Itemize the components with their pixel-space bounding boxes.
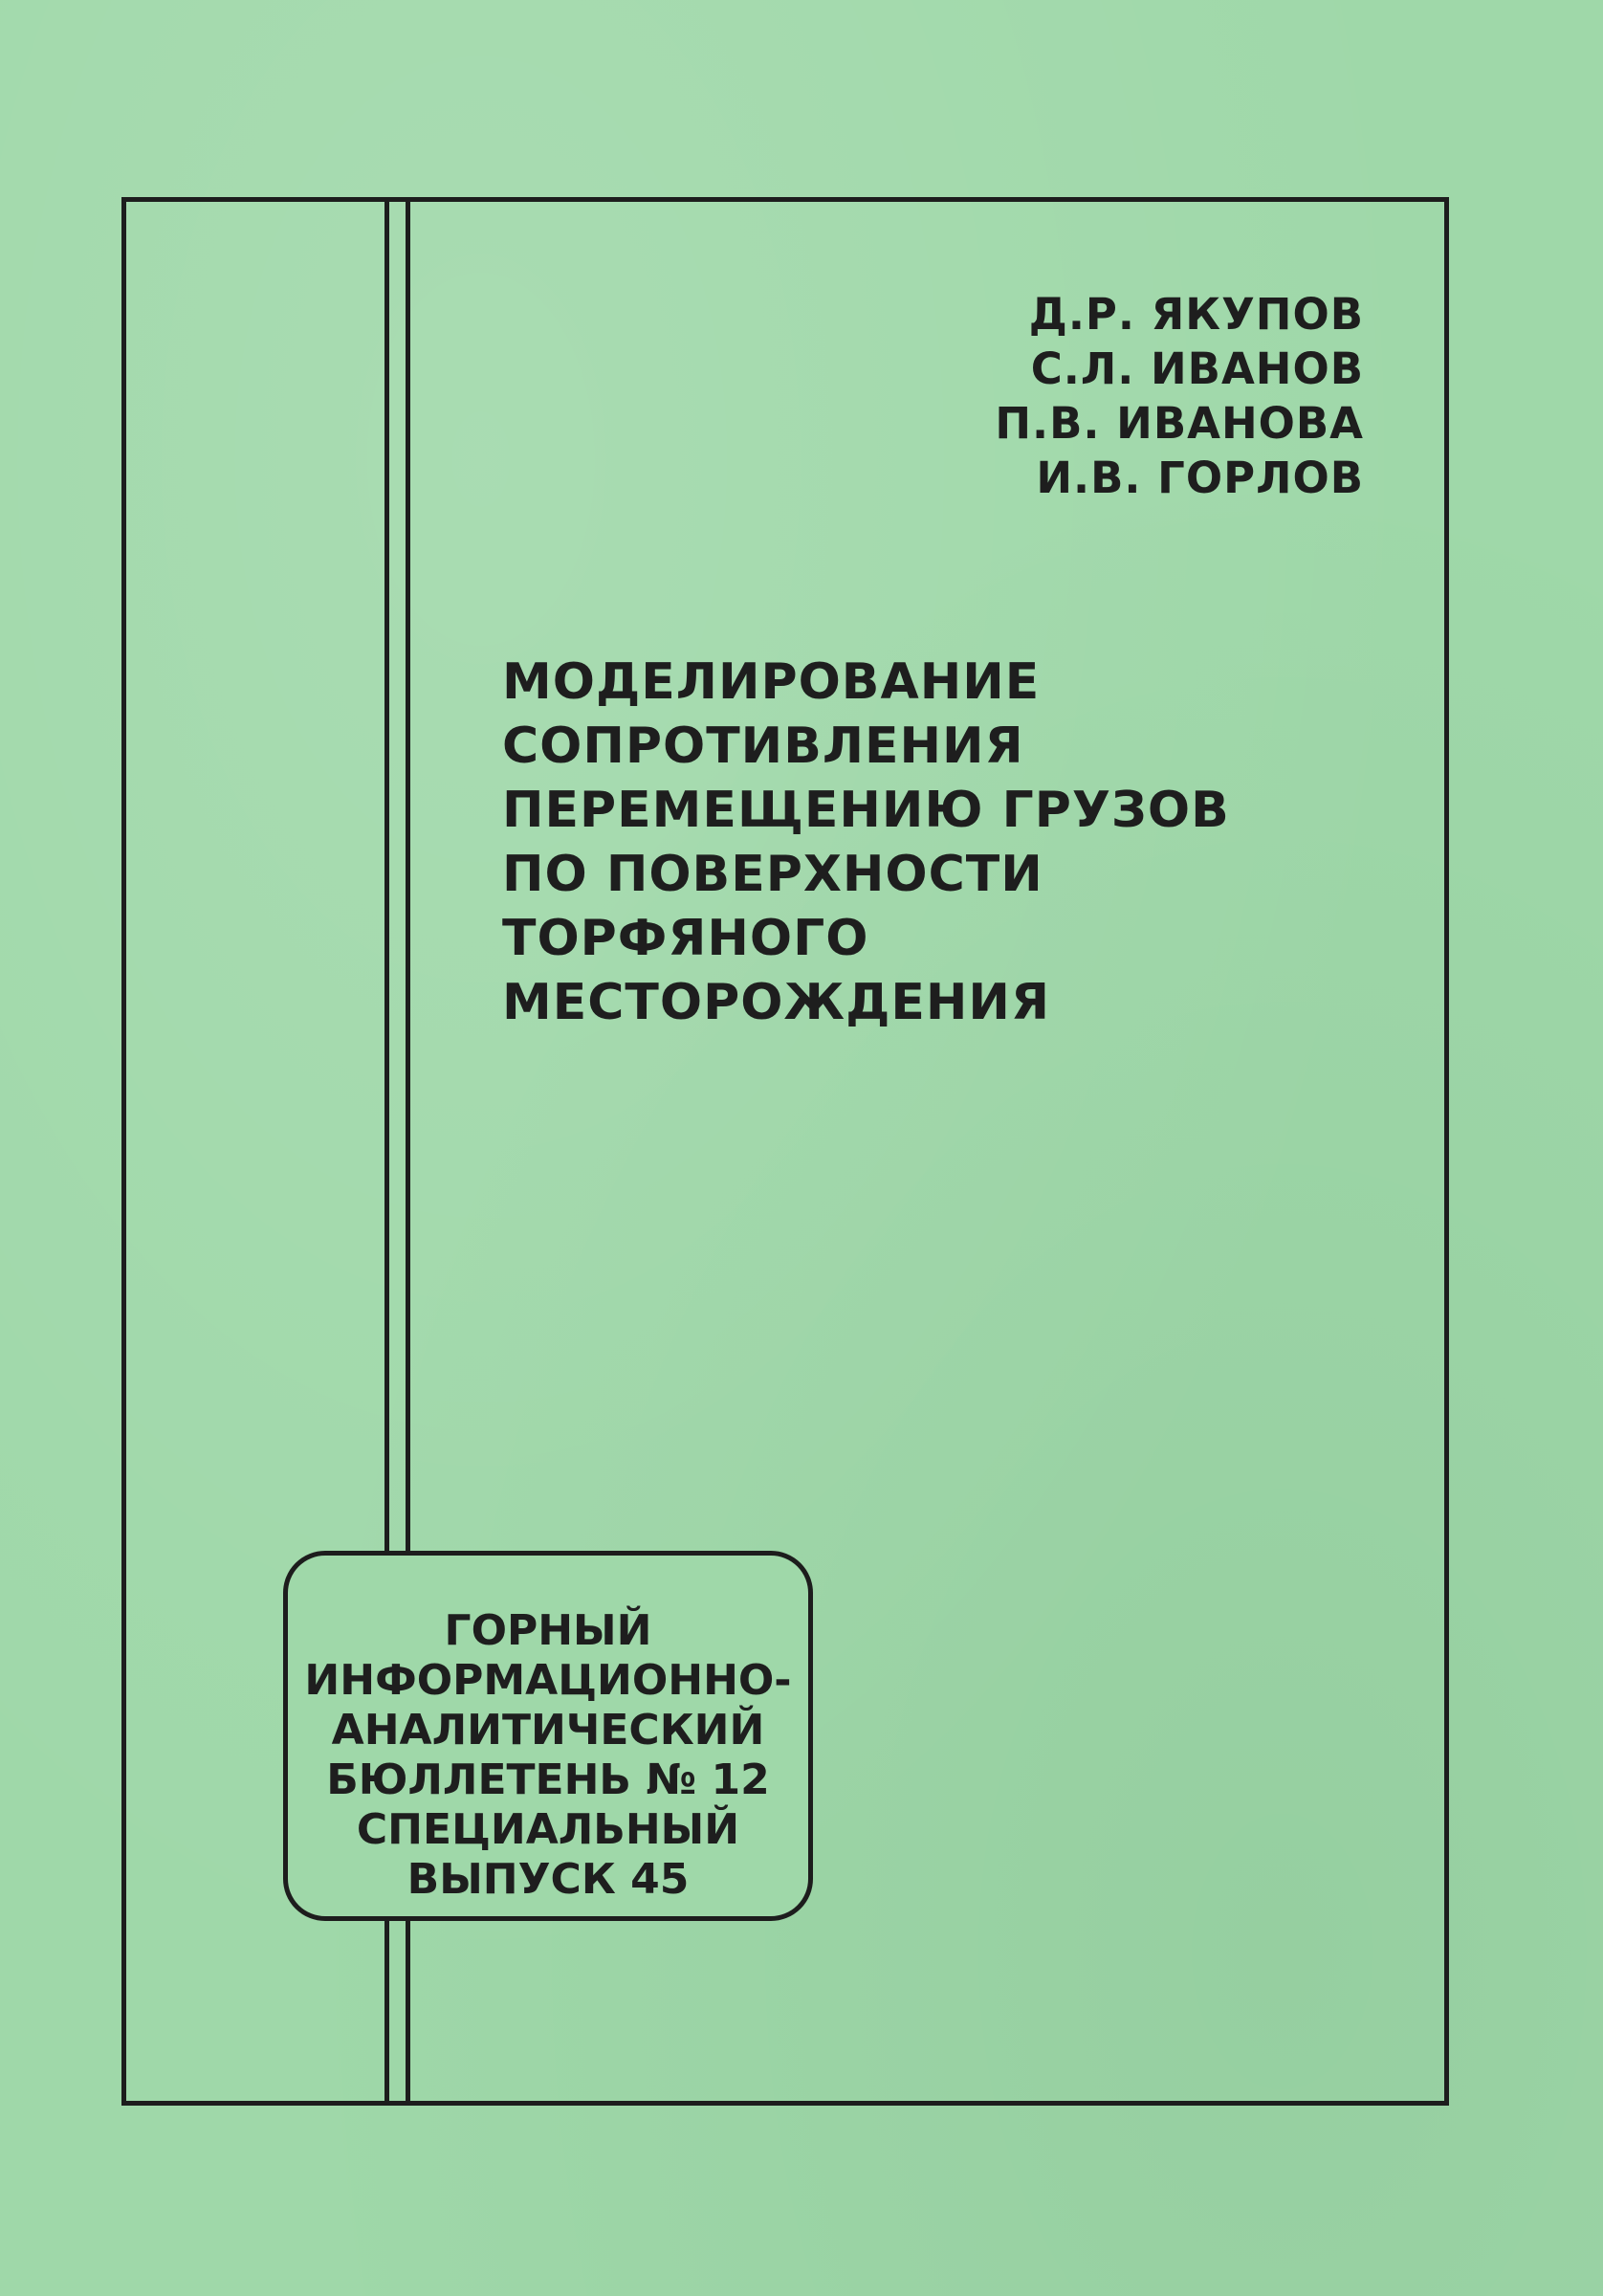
author-name: Д.Р. ЯКУПОВ — [1028, 289, 1364, 340]
authors-block — [995, 287, 1364, 505]
series-line: СПЕЦИАЛЬНЫЙ — [356, 1805, 740, 1854]
series-line: ГОРНЫЙ — [444, 1606, 652, 1655]
series-line: ИНФОРМАЦИОННО- — [304, 1656, 792, 1705]
series-line: ВЫПУСК 45 — [406, 1855, 690, 1904]
frame-left-line — [121, 197, 126, 2106]
title-line: МЕСТОРОЖДЕНИЯ — [502, 974, 1050, 1031]
author-name: И.В. ГОРЛОВ — [1036, 453, 1364, 503]
frame-right-line — [1444, 197, 1449, 2106]
title-line: МОДЕЛИРОВАНИЕ — [502, 653, 1041, 711]
series-box — [283, 1551, 813, 1921]
title-line: ПЕРЕМЕЩЕНИЮ ГРУЗОВ — [502, 782, 1230, 839]
series-line: АНАЛИТИЧЕСКИЙ — [331, 1706, 765, 1755]
frame-bottom-line — [121, 2101, 1449, 2106]
series-line: БЮЛЛЕТЕНЬ № 12 — [326, 1755, 770, 1804]
title-line: ПО ПОВЕРХНОСТИ — [502, 846, 1043, 903]
author-name: С.Л. ИВАНОВ — [1030, 343, 1364, 394]
frame-top-line — [121, 197, 1449, 202]
author-name: П.В. ИВАНОВА — [995, 398, 1364, 449]
book-title — [502, 651, 1230, 1035]
title-line: СОПРОТИВЛЕНИЯ — [502, 718, 1024, 775]
title-line: ТОРФЯНОГО — [502, 910, 869, 967]
series-text — [288, 1606, 808, 1905]
